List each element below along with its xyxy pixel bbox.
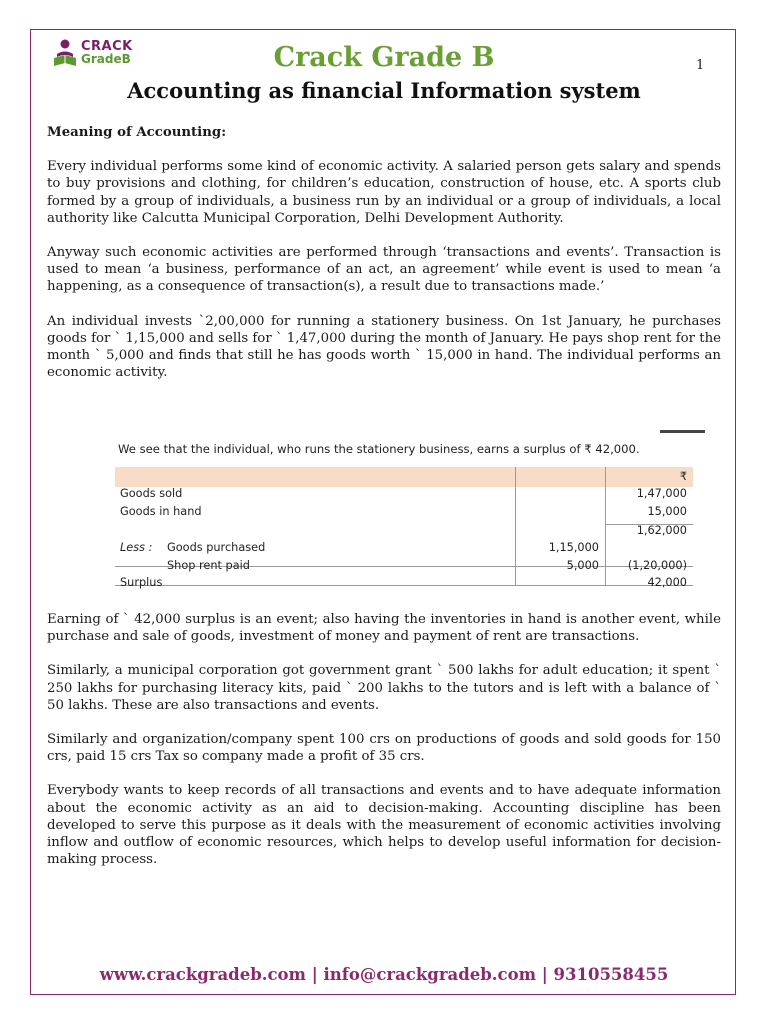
row-label-goods-sold: Goods sold: [120, 487, 183, 500]
content-bottom: [47, 611, 721, 868]
paragraph-transactions-events: Anyway such economic activities are performed through ‘transactions and events’. Transaction is used to mean ‘a business, performance of an act, an agreement’ while event is used to mean ‘a happening, as a consequence of transaction(s), a result due to transactions made.’: [47, 245, 721, 295]
logo-text-gradeb: GradeB: [81, 52, 131, 66]
paragraph-company-example: Similarly and organization/company spent 100 crs on productions of goods and sold goods for 150 crs, paid 15 crs Tax so company made a profit of 35 crs.: [47, 732, 721, 765]
row-label-shop-rent: Shop rent paid: [167, 559, 250, 572]
row-label-surplus: Surplus: [120, 576, 163, 589]
amount-less-total: (1,20,000): [627, 559, 687, 572]
figure-caption: We see that the individual, who runs the stationery business, earns a surplus of ₹ 42,000.: [118, 442, 640, 456]
document-title: Accounting as financial Information system: [127, 78, 641, 103]
brand-title: Crack Grade B: [273, 42, 495, 73]
figure-top-mark: [660, 430, 705, 433]
inner-goods-purchased: 1,15,000: [548, 541, 599, 554]
page-number: 1: [696, 58, 705, 73]
content-top: [47, 124, 721, 381]
paragraph-stationery-example: An individual invests `2,00,000 for running a stationery business. On 1st January, he purchases goods for ` 1,15,000 and sells for ` 1,47,000 during the month of January. He pays shop rent for the month ` 5,000 and finds that still he has goods worth ` 15,000 in hand. The individual performs an economic activity.: [47, 313, 722, 381]
paragraph-surplus-event: Earning of ` 42,000 surplus is an event; also having the inventories in hand is another event, while purchase and sale of goods, investment of money and payment of rent are transactions.: [47, 612, 721, 645]
currency-header: ₹: [679, 470, 687, 483]
amount-surplus: 42,000: [647, 576, 687, 589]
logo-text-crack: CRACK: [81, 39, 133, 54]
section-heading: Meaning of Accounting:: [47, 125, 227, 140]
amount-goods-in-hand: 15,000: [647, 505, 687, 518]
inner-shop-rent: 5,000: [566, 559, 599, 572]
amount-subtotal: 1,62,000: [636, 524, 687, 537]
paragraph-municipal-example: Similarly, a municipal corporation got government grant ` 500 lakhs for adult education; it spent ` 250 lakhs for purchasing literacy kits, paid ` 200 lakhs to the tutors and is left with a balance of ` 50 lakhs. These are also transactions and events.: [47, 663, 721, 713]
row-label-goods-in-hand: Goods in hand: [120, 505, 202, 518]
footer-contact: www.crackgradeb.com | info@crackgradeb.com | 9310558455: [99, 965, 669, 984]
amount-goods-sold: 1,47,000: [636, 487, 687, 500]
row-label-goods-purchased: Goods purchased: [167, 541, 266, 554]
paragraph-accounting-discipline: Everybody wants to keep records of all transactions and events and to have adequate information about the economic activity as an aid to decision-making. Accounting discipline has been developed to serve this purpose as it deals with the measurement of economic activities involving inflow and outflow of economic resources, which helps to develop useful information for decision-making process.: [47, 783, 721, 868]
paragraph-economic-activity: Every individual performs some kind of economic activity. A salaried person gets salary and spends to buy provisions and clothing, for children’s education, construction of house, etc. A sports club formed by a group of individuals, a business run by an individual or a group of individuals, a local authority like Calcutta Municipal Corporation, Delhi Development Authority.: [47, 159, 721, 226]
surplus-table-figure: [115, 430, 705, 598]
less-label: Less :: [120, 541, 153, 554]
